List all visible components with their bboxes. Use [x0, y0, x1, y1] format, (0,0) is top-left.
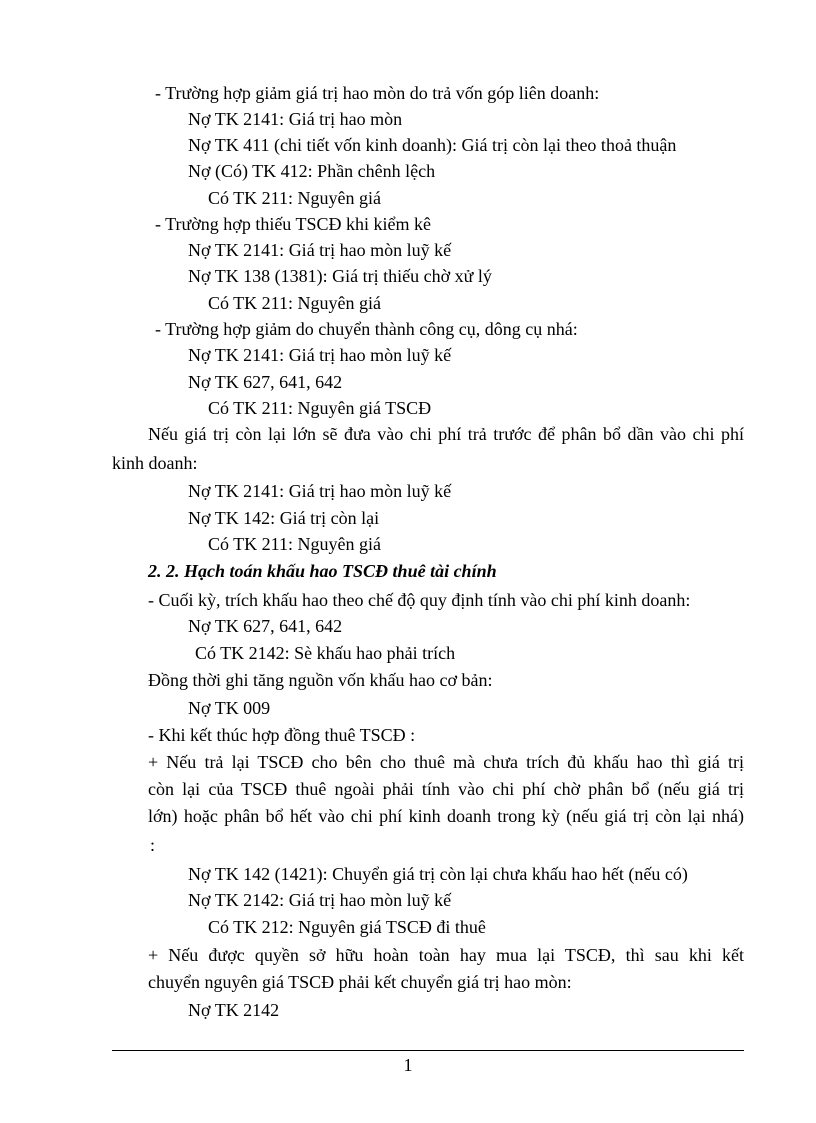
- text-line: Có TK 211: Nguyên giá: [208, 293, 381, 313]
- text-line: - Trường hợp thiếu TSCĐ khi kiểm kê: [155, 214, 431, 234]
- text-line: Nợ TK 2142: [188, 1000, 280, 1020]
- text-line: chuyển nguyên giá TSCĐ phải kết chuyển giá trị hao mòn:: [148, 972, 572, 992]
- text-line: Nợ (Có) TK 412: Phần chênh lệch: [188, 161, 436, 181]
- text-line: Nợ TK 2141: Giá trị hao mòn luỹ kế: [188, 240, 452, 260]
- section-heading: 2. 2. Hạch toán khấu hao TSCĐ thuê tài chính: [148, 561, 497, 581]
- paragraph-line: Nếu giá trị còn lại lớn sẽ đưa vào chi phí trả trước để phân bổ dần vào chi phí: [148, 424, 744, 444]
- text-line: kinh doanh:: [112, 453, 198, 473]
- text-line: Nợ TK 411 (chi tiết vốn kinh doanh): Giá trị còn lại theo thoả thuận: [188, 135, 677, 155]
- text-line: Nợ TK 627, 641, 642: [188, 616, 343, 636]
- text-line: Nợ TK 138 (1381): Giá trị thiếu chờ xử lý: [188, 266, 492, 286]
- page-number: 1: [403, 1055, 413, 1075]
- text-line: - Trường hợp giảm do chuyển thành công cụ, dông cụ nhá:: [155, 319, 578, 339]
- text-line: :: [150, 835, 156, 855]
- text-line: Nợ TK 2142: Giá trị hao mòn luỹ kế: [188, 890, 452, 910]
- paragraph-line: + Nếu được quyền sở hữu hoàn toàn hay mua lại TSCĐ, thì sau khi kết: [148, 945, 744, 965]
- text-line: Có TK 2142: Sè khấu hao phải trích: [195, 643, 456, 663]
- text-line: - Trường hợp giảm giá trị hao mòn do trả vốn góp liên doanh:: [155, 83, 600, 103]
- paragraph-line: lớn) hoặc phân bổ hết vào chi phí kinh doanh trong kỳ (nếu giá trị còn lại nhá): [148, 806, 744, 826]
- paragraph-line: + Nếu trả lại TSCĐ cho bên cho thuê mà chưa trích đủ khấu hao thì giá trị: [148, 752, 744, 772]
- text-line: Nợ TK 142 (1421): Chuyển giá trị còn lại chưa khấu hao hết (nếu có): [188, 864, 688, 884]
- text-line: Nợ TK 2141: Giá trị hao mòn: [188, 109, 403, 129]
- text-line: Nợ TK 142: Giá trị còn lại: [188, 508, 380, 528]
- text-line: Có TK 212: Nguyên giá TSCĐ đi thuê: [208, 917, 486, 937]
- text-line: Đồng thời ghi tăng nguồn vốn khấu hao cơ bản:: [148, 670, 493, 690]
- text-line: Nợ TK 2141: Giá trị hao mòn luỹ kế: [188, 481, 452, 501]
- text-line: Nợ TK 2141: Giá trị hao mòn luỹ kế: [188, 345, 452, 365]
- text-line: Có TK 211: Nguyên giá: [208, 188, 381, 208]
- text-line: Có TK 211: Nguyên giá: [208, 534, 381, 554]
- text-line: Nợ TK 627, 641, 642: [188, 372, 343, 392]
- text-line: Có TK 211: Nguyên giá TSCĐ: [208, 398, 432, 418]
- text-line: Nợ TK 009: [188, 698, 271, 718]
- text-line: - Khi kết thúc hợp đồng thuê TSCĐ :: [148, 725, 416, 745]
- footer-rule: [112, 1050, 744, 1051]
- paragraph-line: còn lại của TSCĐ thuê ngoài phải tính vào chi phí chờ phân bổ (nếu giá trị: [148, 779, 744, 799]
- text-line: - Cuối kỳ, trích khấu hao theo chế độ quy định tính vào chi phí kinh doanh:: [148, 590, 691, 610]
